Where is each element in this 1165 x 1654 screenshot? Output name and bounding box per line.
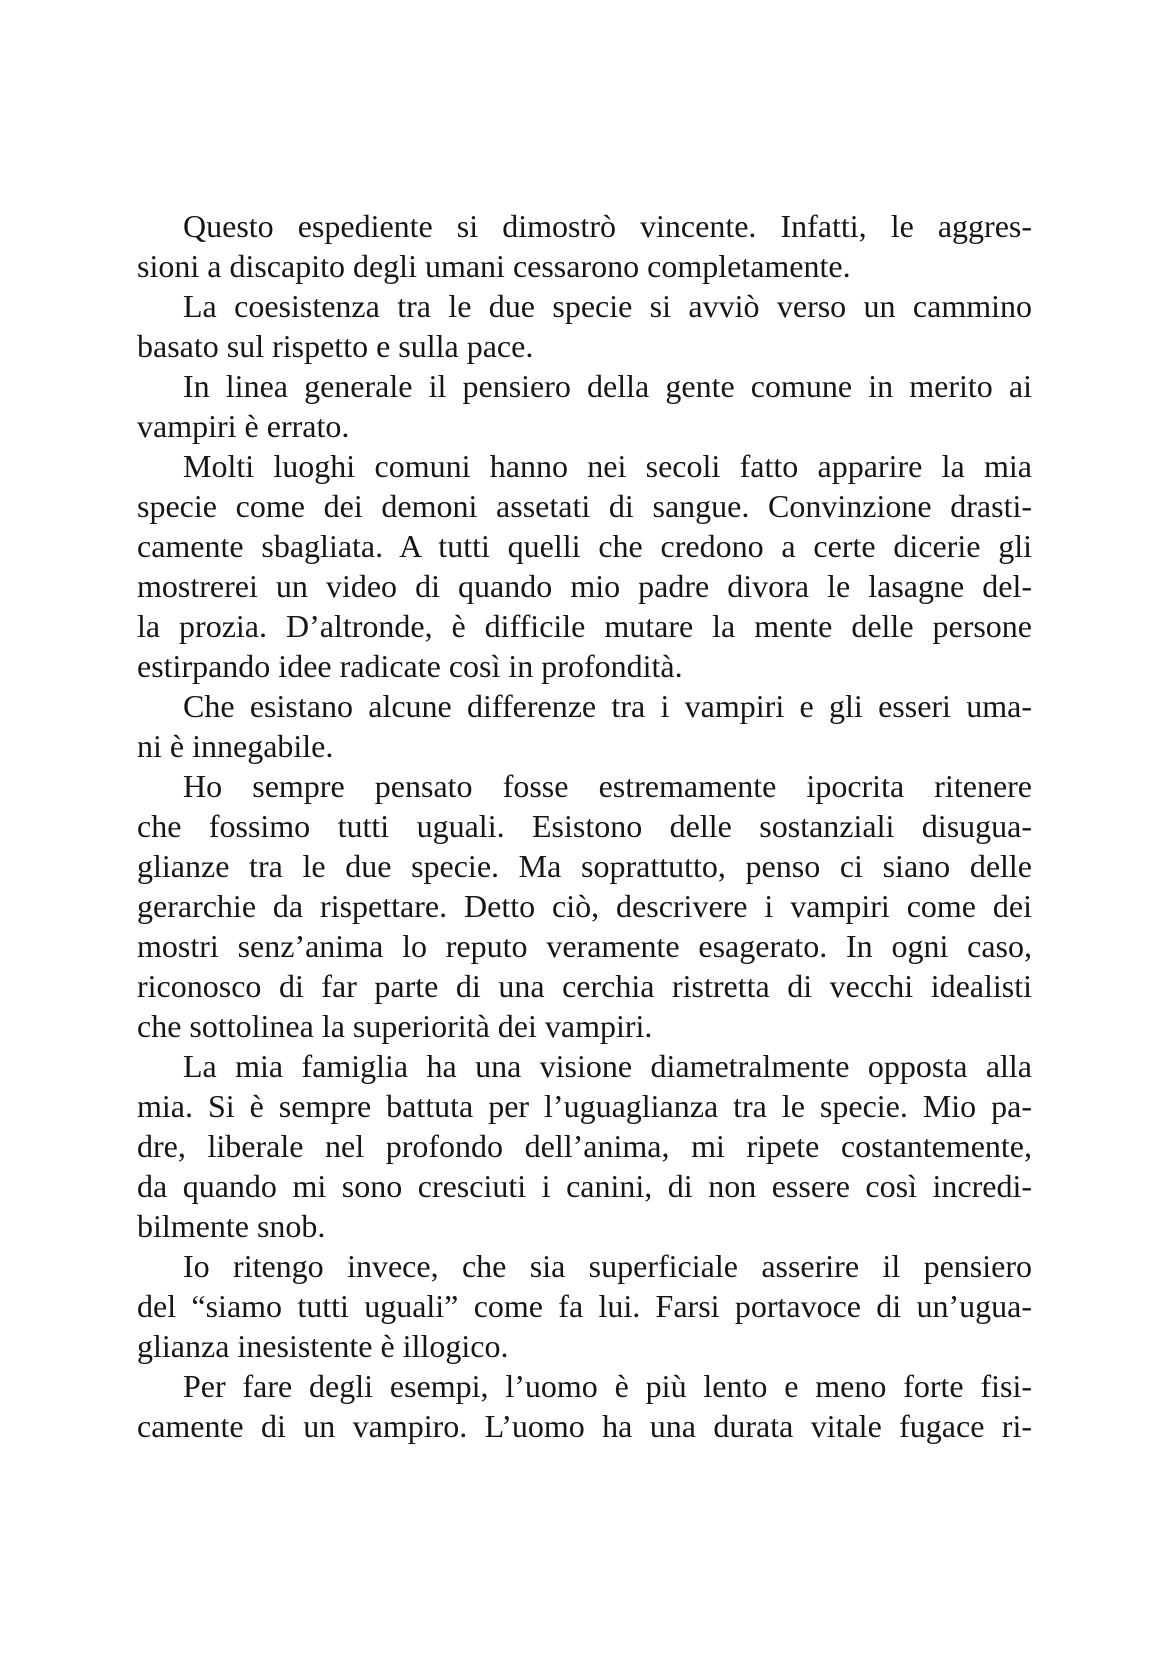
text-block	[137, 206, 1032, 1446]
text-line: da quando mi sono cresciuti i canini, di non essere così incredi-	[137, 1168, 1032, 1204]
text-line: Che esistano alcune differenze tra i vampiri e gli esseri uma-	[183, 688, 1032, 724]
paragraph	[137, 446, 1032, 686]
text-line: camente sbagliata. A tutti quelli che credono a certe dicerie gli	[137, 528, 1032, 564]
text-line: vampiri è errato.	[137, 408, 350, 444]
paragraph	[137, 1366, 1032, 1446]
paragraph	[137, 1046, 1032, 1246]
text-line: mostrerei un video di quando mio padre divora le lasagne del-	[137, 568, 1032, 604]
paragraph	[137, 366, 1032, 446]
paragraph	[137, 686, 1032, 766]
text-line: dre, liberale nel profondo dell’anima, mi ripete costantemente,	[137, 1128, 1032, 1164]
text-line: camente di un vampiro. L’uomo ha una durata vitale fugace ri-	[137, 1408, 1032, 1444]
text-line: estirpando idee radicate così in profondità.	[137, 648, 683, 684]
text-line: gerarchie da rispettare. Detto ciò, descrivere i vampiri come dei	[137, 888, 1032, 924]
text-line: basato sul rispetto e sulla pace.	[137, 328, 534, 364]
text-line: glianza inesistente è illogico.	[137, 1328, 509, 1364]
text-line: bilmente snob.	[137, 1208, 326, 1244]
text-line: mostri senz’anima lo reputo veramente esagerato. In ogni caso,	[137, 928, 1032, 964]
text-line: riconosco di far parte di una cerchia ristretta di vecchi idealisti	[137, 968, 1032, 1004]
text-line: La coesistenza tra le due specie si avviò verso un cammino	[183, 288, 1032, 324]
text-line: La mia famiglia ha una visione diametralmente opposta alla	[183, 1048, 1032, 1084]
text-line: sioni a discapito degli umani cessarono completamente.	[137, 248, 851, 284]
text-line: che sottolinea la superiorità dei vampiri.	[137, 1008, 653, 1044]
paragraph	[137, 286, 1032, 366]
text-line: ni è innegabile.	[137, 728, 334, 764]
text-line: Io ritengo invece, che sia superficiale asserire il pensiero	[183, 1248, 1032, 1284]
text-line: Per fare degli esempi, l’uomo è più lento e meno forte fisi-	[183, 1368, 1032, 1404]
text-line: Questo espediente si dimostrò vincente. Infatti, le aggres-	[183, 208, 1032, 244]
text-line: mia. Si è sempre battuta per l’uguaglianza tra le specie. Mio pa-	[137, 1088, 1032, 1124]
text-line: la prozia. D’altronde, è difficile mutare la mente delle persone	[137, 608, 1032, 644]
text-line: specie come dei demoni assetati di sangue. Convinzione drasti-	[137, 488, 1032, 524]
text-line: che fossimo tutti uguali. Esistono delle sostanziali disugua-	[137, 808, 1032, 844]
text-line: glianze tra le due specie. Ma soprattutto, penso ci siano delle	[137, 848, 1032, 884]
paragraph	[137, 766, 1032, 1046]
text-line: Molti luoghi comuni hanno nei secoli fatto apparire la mia	[183, 448, 1032, 484]
paragraph	[137, 1246, 1032, 1366]
text-line: del “siamo tutti uguali” come fa lui. Farsi portavoce di un’ugua-	[137, 1288, 1032, 1324]
paragraph	[137, 206, 1032, 286]
text-line: In linea generale il pensiero della gente comune in merito ai	[183, 368, 1032, 404]
text-line: Ho sempre pensato fosse estremamente ipocrita ritenere	[183, 768, 1032, 804]
